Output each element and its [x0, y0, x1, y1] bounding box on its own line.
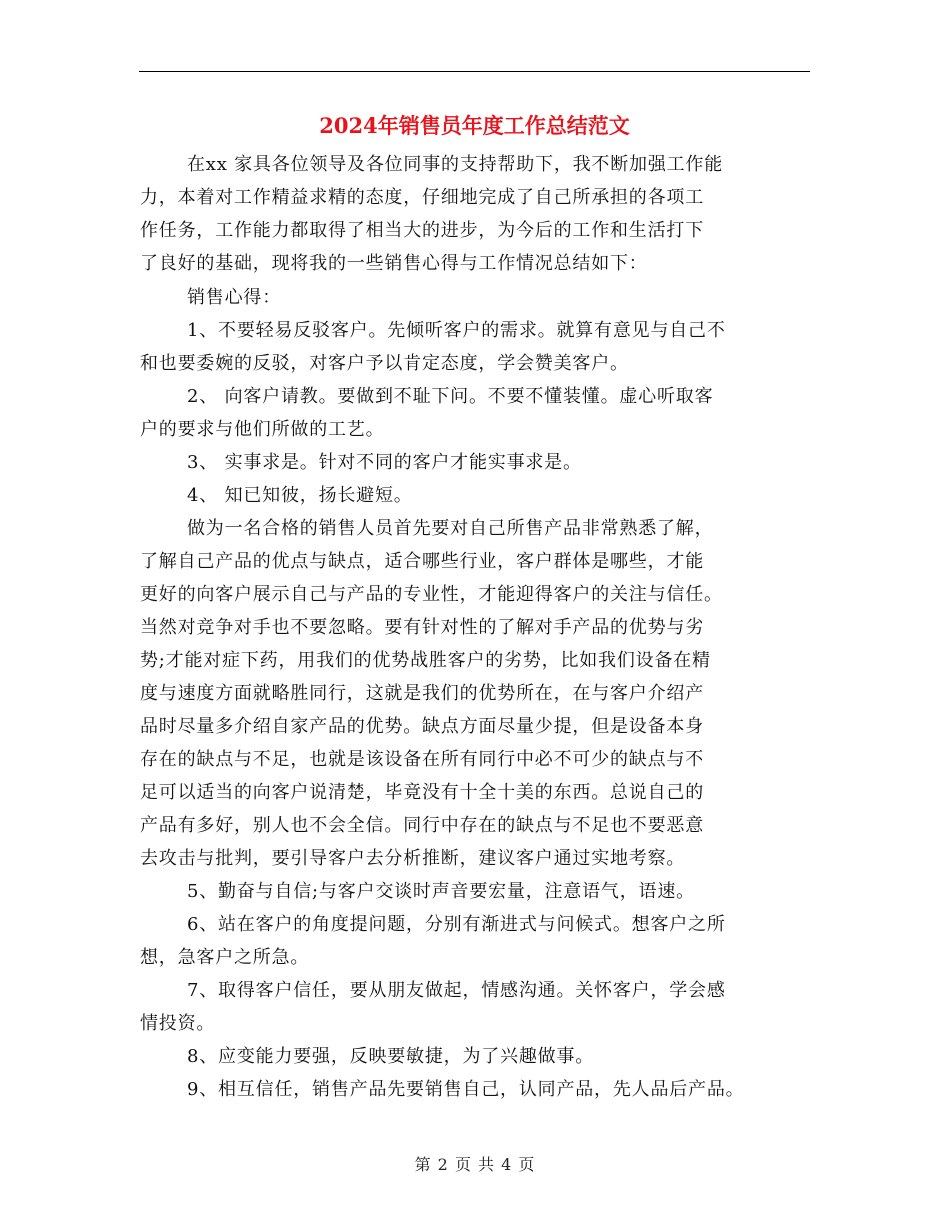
body-line: 3、 实事求是。针对不同的客户才能实事求是。: [187, 452, 582, 473]
body-line: 5、勤奋与自信;与客户交谈时声音要宏量，注意语气，语速。: [187, 881, 695, 902]
body-line: 2、 向客户请教。要做到不耻下问。不要不懂装懂。虚心听取客: [187, 386, 714, 407]
body-line: 更好的向客户展示自己与产品的专业性，才能迎得客户的关注与信任。: [140, 584, 723, 605]
body-line: 足可以适当的向客户说清楚，毕竟没有十全十美的东西。总说自己的: [140, 782, 704, 803]
body-line: 情投资。: [140, 1013, 216, 1034]
body-line: 度与速度方面就略胜同行，这就是我们的优势所在，在与客户介绍产: [140, 683, 704, 704]
body-line: 6、站在客户的角度提问题，分别有渐进式与问候式。想客户之所: [187, 914, 726, 935]
body-line: 去攻击与批判，要引导客户去分析推断，建议客户通过实地考察。: [140, 848, 686, 869]
section-heading: 销售心得：: [187, 287, 281, 308]
body-line: 了良好的基础，现将我的一些销售心得与工作情况总结如下：: [140, 253, 648, 274]
body-line: 势;才能对症下药，用我们的优势战胜客户的劣势，比如我们设备在精: [140, 650, 711, 671]
body-line: 9、相互信任，销售产品先要销售自己，认同产品，先人品后产品。: [187, 1079, 745, 1100]
body-line: 存在的缺点与不足，也就是该设备在所有同行中必不可少的缺点与不: [140, 749, 704, 770]
body-line: 在xx 家具各位领导及各位同事的支持帮助下，我不断加强工作能: [187, 154, 724, 175]
body-line: 8、应变能力要强，反映要敏捷，为了兴趣做事。: [187, 1046, 595, 1067]
body-line: 力，本着对工作精益求精的态度，仔细地完成了自己所承担的各项工: [140, 187, 704, 208]
document-title: 2024年销售员年度工作总结范文: [319, 113, 630, 138]
body-line: 了解自己产品的优点与缺点，适合哪些行业，客户群体是哪些，才能: [140, 551, 704, 572]
body-line: 做为一名合格的销售人员首先要对自己所售产品非常熟悉了解，: [187, 518, 714, 539]
body-line: 产品有多好，别人也不会全信。同行中存在的缺点与不足也不要恶意: [140, 815, 704, 836]
body-line: 品时尽量多介绍自家产品的优势。缺点方面尽量少提，但是设备本身: [140, 716, 704, 737]
body-line: 和也要委婉的反驳，对客户予以肯定态度，学会赞美客户。: [140, 353, 629, 374]
body-line: 4、 知已知彼，扬长避短。: [187, 485, 413, 506]
body-line: 想，急客户之所急。: [140, 947, 310, 968]
header-rule: [139, 71, 810, 72]
body-line: 当然对竞争对手也不要忽略。要有针对性的了解对手产品的优势与劣: [140, 617, 704, 638]
body-line: 户的要求与他们所做的工艺。: [140, 419, 385, 440]
body-line: 1、不要轻易反驳客户。先倾听客户的需求。就算有意见与自己不: [187, 320, 726, 341]
body-line: 7、取得客户信任，要从朋友做起，情感沟通。关怀客户，学会感: [187, 980, 726, 1001]
body-line: 作任务，工作能力都取得了相当大的进步，为今后的工作和生活打下: [140, 220, 704, 241]
page-number: 第 2 页 共 4 页: [414, 1155, 536, 1174]
